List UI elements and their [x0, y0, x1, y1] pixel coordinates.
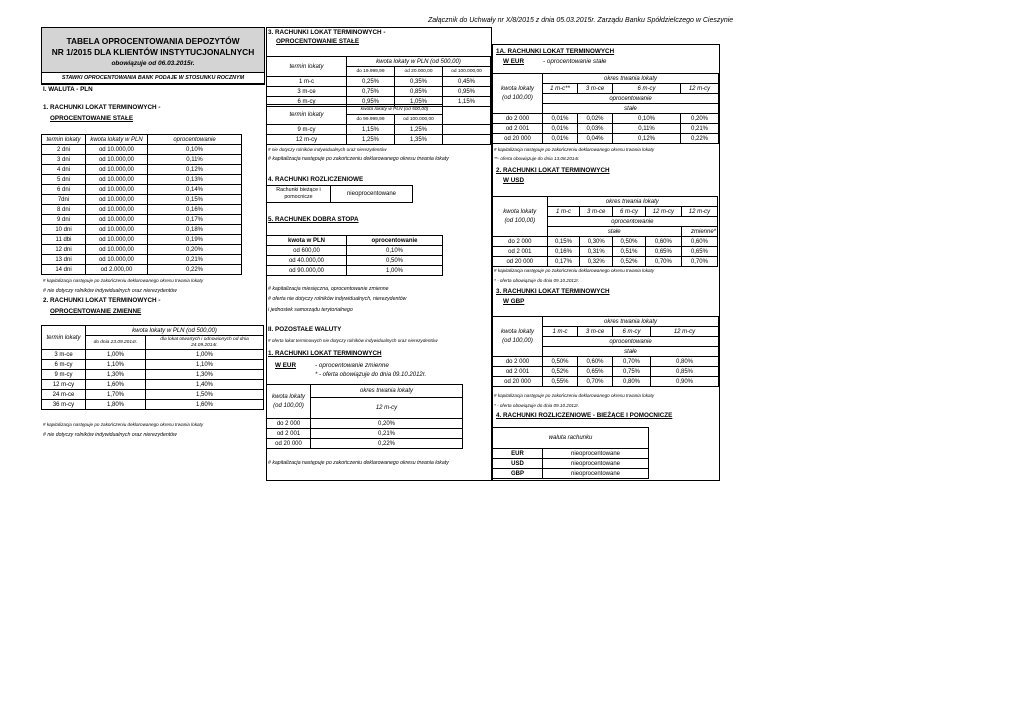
- header-cell: do 19.999,99: [347, 67, 395, 77]
- table-cell: nieoprocentowane: [543, 449, 649, 459]
- table-cell: 0,45%: [443, 77, 491, 87]
- pln-fixed-table: [41, 134, 242, 275]
- table-cell: od 2 001: [493, 367, 543, 377]
- header-cell: oprocentowanie: [543, 337, 719, 347]
- table-cell: 3 dni: [42, 155, 86, 165]
- mid-fixed-table-a: [266, 56, 491, 107]
- table-cell: 1,15%: [347, 125, 395, 135]
- header-cell: 3 m-ce: [580, 207, 613, 217]
- table-cell: od 10.000,00: [86, 165, 148, 175]
- header-cell: kwota lokaty w PLN (od 500,00): [347, 57, 491, 67]
- header-cell: okres trwania lokaty: [547, 197, 717, 207]
- table-cell: 0,11%: [148, 155, 242, 165]
- table-cell: 0,60%: [681, 237, 717, 247]
- table-cell: 0,50%: [613, 237, 646, 247]
- table-cell: od 20 000: [267, 439, 311, 449]
- table-cell: od 40.000,00: [267, 256, 347, 266]
- table-row: [42, 265, 242, 275]
- table-cell: od 10.000,00: [86, 225, 148, 235]
- table-cell: 0,52%: [543, 367, 578, 377]
- table-cell: 0,50%: [347, 256, 443, 266]
- table-row: [493, 367, 719, 377]
- table-cell: 1,10%: [86, 360, 146, 370]
- header-cell: termin lokaty: [267, 57, 347, 77]
- table-cell: do 2 000: [493, 114, 543, 124]
- table-row: [42, 165, 242, 175]
- title-line1: TABELA OPROCENTOWANIA DEPOZYTÓW: [66, 36, 240, 46]
- header-cell: 12 m-cy: [651, 327, 719, 337]
- table-cell: 0,70%: [578, 377, 613, 387]
- header-cell: oprocentowanie: [148, 135, 242, 145]
- header-cell: 12 m-cy: [645, 207, 681, 217]
- right-usd-note2: * - oferta obowiązuje do dnia 09.10.2012r.: [494, 278, 580, 283]
- kwota-label: kwota lokaty: [500, 85, 534, 92]
- table-cell: 0,15%: [148, 195, 242, 205]
- table-cell: 0,85%: [651, 367, 719, 377]
- table-cell: do 2 000: [493, 237, 548, 247]
- table-cell: 0,03%: [578, 124, 613, 134]
- table-cell: 0,17%: [547, 257, 580, 267]
- header-cell: oprocentowanie: [347, 236, 443, 246]
- right-s4-heading: 4. RACHUNKI ROZLICZENIOWE - BIEŻĄCE I POMOCNICZE: [496, 412, 673, 419]
- table-cell: 0,17%: [148, 215, 242, 225]
- header-cell: od 100.000,00: [443, 67, 491, 77]
- right-gbp-note1: # kapitalizacja następuje po zakończeniu deklarowanego okresu trwania lokaty: [494, 393, 655, 398]
- table-cell: 0,70%: [613, 357, 651, 367]
- header-cell: [493, 197, 548, 237]
- table-cell: 13 dni: [42, 255, 86, 265]
- table-cell: od 10.000,00: [86, 145, 148, 155]
- table-cell: 1,00%: [146, 350, 264, 360]
- header-cell: do 99.999,99: [347, 115, 395, 125]
- header-cell: stałe: [543, 347, 719, 357]
- table-cell: 0,22%: [311, 439, 463, 449]
- right-a-heading: 1A. RACHUNKI LOKAT TERMINOWYCH: [496, 48, 615, 55]
- table-row: [42, 215, 242, 225]
- table-cell: od 2 001: [493, 247, 548, 257]
- table-cell: od 10.000,00: [86, 215, 148, 225]
- header-cell: [493, 74, 543, 114]
- mid-ii-note: # oferta lokat terminowych nie dotyczy rolników indywidualnych oraz nierezydentów: [268, 338, 438, 343]
- table-cell: od 20 000: [493, 134, 543, 144]
- header-cell: od 20.000,00: [395, 67, 443, 77]
- header-cell: oprocentowanie: [543, 94, 719, 104]
- right-gbp-table: [492, 316, 719, 387]
- table-cell: 0,70%: [681, 257, 717, 267]
- table-cell: 0,60%: [578, 357, 613, 367]
- mid-s3-note1: # nie dotyczy rolników indywidualnych oraz nierezydentów: [268, 147, 387, 152]
- table-cell: 3 m-ce: [42, 350, 86, 360]
- table-cell: od 10.000,00: [86, 245, 148, 255]
- table-cell: 1,35%: [395, 135, 443, 145]
- table-row: [493, 469, 649, 479]
- pln-s2-note1: # kapitalizacja następuje po zakończeniu deklarowanego okresu trwania lokaty: [43, 422, 204, 427]
- table-cell: 4 dni: [42, 165, 86, 175]
- right-a-type: - oprocentowanie stałe: [543, 58, 607, 65]
- table-cell: 24 m-ce: [42, 390, 86, 400]
- table-row: [42, 245, 242, 255]
- table-row: [267, 439, 463, 449]
- table-cell: EUR: [493, 449, 543, 459]
- table-cell: 12 m-cy: [267, 135, 347, 145]
- table-cell: od 10.000,00: [86, 255, 148, 265]
- pln-s1-note2: # nie dotyczy rolników indywidualnych oraz nierezydentów: [43, 288, 177, 294]
- table-cell: 0,02%: [578, 114, 613, 124]
- table-row: [493, 114, 719, 124]
- mid-s5-heading: 5. RACHUNEK DOBRA STOPA: [268, 216, 359, 223]
- table-row: [42, 400, 264, 410]
- table-cell: 0,01%: [543, 134, 578, 144]
- kwota-label: kwota lokaty: [271, 393, 305, 400]
- table-cell: 0,11%: [613, 124, 681, 134]
- table-cell: 12 dni: [42, 245, 86, 255]
- table-cell: 6 m-cy: [267, 97, 347, 107]
- header-cell: 12 m-cy: [681, 207, 717, 217]
- kwota-label: kwota lokaty: [500, 328, 534, 335]
- table-cell: 0,10%: [347, 246, 443, 256]
- header-cell: stałe: [547, 227, 681, 237]
- header-cell: kwota lokaty w PLN (od 500,00): [86, 326, 264, 336]
- header-cell: dla lokat otwartych i odnowionych od dnia 24.09.2014r.: [146, 336, 264, 350]
- right-usd-table: [492, 196, 718, 267]
- mid-s3-line1: 3. RACHUNKI LOKAT TERMINOWYCH -: [268, 29, 386, 36]
- header-cell: 1 m-c: [547, 207, 580, 217]
- header-cell: termin lokaty: [267, 105, 347, 125]
- table-cell: GBP: [493, 469, 543, 479]
- table-cell: od 90.000,00: [267, 266, 347, 276]
- header-note: Załącznik do Uchwały nr X/8/2015 z dnia 05.03.2015r. Zarządu Banku Spółdzielczego w Cieszynie: [428, 17, 734, 24]
- header-cell: termin lokaty: [42, 326, 86, 350]
- header-cell: zmienne*: [681, 227, 717, 237]
- table-row: [42, 235, 242, 245]
- header-cell: okres trwania lokaty: [311, 385, 463, 398]
- table-row: [42, 195, 242, 205]
- mid-eur-label: W EUR: [275, 362, 296, 369]
- table-cell: 0,70%: [645, 257, 681, 267]
- table-cell: 0,60%: [645, 237, 681, 247]
- table-header-row: [42, 135, 242, 145]
- table-row: [267, 125, 491, 135]
- table-row: [493, 377, 719, 387]
- accounts-label: Rachunki bieżące i pomocnicze: [267, 186, 331, 203]
- table-cell: 0,35%: [395, 77, 443, 87]
- header-cell: od 100.000,00: [395, 115, 443, 125]
- header-cell: oprocentowanie: [547, 217, 717, 227]
- table-cell: do 2 000: [493, 357, 543, 367]
- right-a-label: W EUR: [503, 58, 524, 65]
- table-cell: 0,51%: [613, 247, 646, 257]
- table-cell: 0,21%: [311, 429, 463, 439]
- table-cell: 0,95%: [443, 87, 491, 97]
- table-cell: od 600,00: [267, 246, 347, 256]
- table-cell: 0,13%: [148, 175, 242, 185]
- table-cell: od 10.000,00: [86, 185, 148, 195]
- right-eur-fixed-table: [492, 73, 719, 144]
- table-row: [493, 124, 719, 134]
- mid-s3-line2: OPROCENTOWANIE STAŁE: [276, 38, 360, 45]
- pln-heading: I. WALUTA - PLN: [43, 86, 93, 93]
- table-cell: 0,18%: [148, 225, 242, 235]
- annual-note: STAWKI OPROCENTOWANIA BANK PODAJE W STOSUNKU ROCZNYM: [41, 72, 265, 84]
- mid-eur-type: - oprocentowanie zmienne: [315, 362, 389, 369]
- header-cell: [493, 317, 543, 357]
- header-cell: 12 m-cy: [681, 84, 719, 94]
- table-cell: 14 dni: [42, 265, 86, 275]
- table-cell: 0,31%: [580, 247, 613, 257]
- mid-s5-note2: # oferta nie dotyczy rolników indywidualnych, nierezydentów: [268, 296, 407, 302]
- table-row: [42, 390, 264, 400]
- table-cell: 0,15%: [547, 237, 580, 247]
- table-cell: do 2 000: [267, 419, 311, 429]
- table-cell: 0,16%: [148, 205, 242, 215]
- right-gbp-label: W GBP: [503, 298, 525, 305]
- table-cell: 0,16%: [547, 247, 580, 257]
- header-cell: 6 m-cy: [613, 327, 651, 337]
- header-cell: 1 m-c**: [543, 84, 578, 94]
- header-cell: 3 m-ce: [578, 327, 613, 337]
- table-row: [42, 225, 242, 235]
- table-cell: 1,05%: [395, 97, 443, 107]
- header-cell: 1 m-c: [543, 327, 578, 337]
- table-cell: od 10.000,00: [86, 235, 148, 245]
- header-cell: kwota w PLN: [267, 236, 347, 246]
- table-cell: 0,20%: [148, 245, 242, 255]
- pln-s1-line2: OPROCENTOWANIE STAŁE: [50, 115, 134, 122]
- mid-eur-table: [266, 384, 463, 449]
- table-row: [42, 350, 264, 360]
- od-label: (od 100,00): [273, 402, 304, 409]
- table-cell: 1,25%: [395, 125, 443, 135]
- table-cell: 0,65%: [681, 247, 717, 257]
- table-cell: 0,10%: [148, 145, 242, 155]
- table-cell: 1,25%: [347, 135, 395, 145]
- mid-s4-table: [266, 185, 413, 203]
- table-cell: 1 m-c: [267, 77, 347, 87]
- right-usd-label: W USD: [503, 177, 524, 184]
- od-label: (od 100,00): [502, 94, 533, 101]
- table-cell: 6 m-cy: [42, 360, 86, 370]
- table-cell: 2 dni: [42, 145, 86, 155]
- table-cell: USD: [493, 459, 543, 469]
- table-cell: 0,85%: [395, 87, 443, 97]
- header-cell: [267, 385, 311, 419]
- table-row: [42, 360, 264, 370]
- right-a-note1: # kapitalizacja następuje po zakończeniu deklarowanego okresu trwania lokaty: [494, 147, 655, 152]
- table-cell: 0,01%: [543, 114, 578, 124]
- table-cell: od 10.000,00: [86, 205, 148, 215]
- table-cell: 1,15%: [443, 97, 491, 107]
- kwota-label: kwota lokaty: [503, 208, 537, 215]
- mid-s3-note2: # kapitalizacja następuje po zakończeniu deklarowanego okresu trwania lokaty: [268, 156, 449, 162]
- table-cell: 1,60%: [146, 400, 264, 410]
- table-row: [493, 357, 719, 367]
- header-cell: do dnia 23.09.2014r.: [86, 336, 146, 350]
- header-cell: 3 m-ce: [578, 84, 613, 94]
- table-cell: 1,40%: [146, 380, 264, 390]
- mid-fixed-table-b: [266, 104, 491, 145]
- table-cell: 0,80%: [651, 357, 719, 367]
- title-line2: NR 1/2015 DLA KLIENTÓW INSTYTUCJONALNYCH: [51, 47, 255, 57]
- table-row: [267, 246, 443, 256]
- table-cell: od 20 000: [493, 257, 548, 267]
- table-cell: 1,50%: [146, 390, 264, 400]
- table-cell: 0,95%: [347, 97, 395, 107]
- table-cell: 9 m-cy: [42, 370, 86, 380]
- table-cell: od 2.000,00: [86, 265, 148, 275]
- table-cell: 9 m-cy: [267, 125, 347, 135]
- table-row: [42, 370, 264, 380]
- right-s4-table: [492, 427, 649, 479]
- table-cell: 0,75%: [613, 367, 651, 377]
- table-cell: 0,21%: [148, 255, 242, 265]
- header-cell: waluta rachunku: [493, 428, 649, 449]
- table-cell: 0,52%: [613, 257, 646, 267]
- table-cell: nieoprocentowane: [543, 469, 649, 479]
- header-cell: 6 m-cy: [613, 84, 681, 94]
- header-cell: kwota lokaty w PLN (od 500,00): [347, 105, 443, 115]
- table-cell: 0,21%: [681, 124, 719, 134]
- table-row: [42, 205, 242, 215]
- right-a-note2: **- oferta obowiązuje do dnia 13.08.2014r.: [494, 156, 580, 161]
- table-cell: 0,12%: [613, 134, 681, 144]
- pln-variable-table: [41, 325, 264, 410]
- table-cell: 0,90%: [651, 377, 719, 387]
- table-cell: 0,65%: [578, 367, 613, 377]
- table-cell: 0,80%: [613, 377, 651, 387]
- table-cell: 0,50%: [543, 357, 578, 367]
- table-cell: 0,20%: [681, 114, 719, 124]
- pln-s1-note1: # kapitalizacja następuje po zakończeniu deklarowanego okresu trwania lokaty: [43, 278, 204, 283]
- table-cell: 0,14%: [148, 185, 242, 195]
- table-cell: 11 dbi: [42, 235, 86, 245]
- table-cell: 9 dni: [42, 215, 86, 225]
- table-cell: od 10.000,00: [86, 195, 148, 205]
- table-cell: od 2 001: [267, 429, 311, 439]
- header-cell: okres trwania lokaty: [543, 74, 719, 84]
- table-cell: 5 dni: [42, 175, 86, 185]
- pln-s2-note2: # nie dotyczy rolników indywidualnych oraz nierezydentów: [43, 432, 177, 438]
- table-cell: nieoprocentowane: [543, 459, 649, 469]
- table-cell: 0,12%: [148, 165, 242, 175]
- right-usd-heading: 2. RACHUNKI LOKAT TERMINOWYCH: [496, 167, 610, 174]
- accounts-value: nieoprocentowane: [331, 186, 413, 203]
- header-cell: 6 m-cy: [613, 207, 646, 217]
- table-row: [267, 266, 443, 276]
- table-cell: od 20 000: [493, 377, 543, 387]
- table-cell: 0,75%: [347, 87, 395, 97]
- pln-s1-line1: 1. RACHUNKI LOKAT TERMINOWYCH -: [43, 104, 161, 111]
- table-row: [493, 134, 719, 144]
- od-label: (od 100,00): [502, 337, 533, 344]
- table-row: [493, 257, 718, 267]
- table-row: [267, 429, 463, 439]
- pln-s2-line1: 2. RACHUNKI LOKAT TERMINOWYCH -: [43, 297, 161, 304]
- table-cell: 0,01%: [543, 124, 578, 134]
- table-row: [267, 419, 463, 429]
- table-row: [493, 459, 649, 469]
- table-cell: 10 dni: [42, 225, 86, 235]
- table-cell: 8 dni: [42, 205, 86, 215]
- table-row: [42, 175, 242, 185]
- table-cell: 36 m-cy: [42, 400, 86, 410]
- right-gbp-note2: * - oferta obowiązuje do dnia 09.10.2012r.: [494, 403, 580, 408]
- pln-s2-line2: OPROCENTOWANIE ZMIENNE: [50, 308, 142, 315]
- table-cell: 1,80%: [86, 400, 146, 410]
- right-usd-note1: # kapitalizacja następuje po zakończeniu deklarowanego okresu trwania lokaty: [494, 268, 655, 273]
- table-cell: 1,10%: [146, 360, 264, 370]
- table-row: [42, 185, 242, 195]
- table-row: [42, 255, 242, 265]
- table-cell: 3 m-ce: [267, 87, 347, 97]
- table-cell: 0,55%: [543, 377, 578, 387]
- table-cell: 0,04%: [578, 134, 613, 144]
- table-row: [267, 135, 491, 145]
- mid-s5-note1: # kapitalizacja miesięczna, oprocentowanie zmienne: [268, 286, 389, 292]
- mid-eur-heading: 1. RACHUNKI LOKAT TERMINOWYCH: [268, 350, 382, 357]
- table-cell: [443, 125, 491, 135]
- right-gbp-heading: 3. RACHUNKI LOKAT TERMINOWYCH: [496, 288, 610, 295]
- table-row: [42, 155, 242, 165]
- table-cell: od 2 001: [493, 124, 543, 134]
- mid-s4-heading: 4. RACHUNKI ROZLICZENIOWE: [268, 176, 364, 183]
- table-row: [42, 380, 264, 390]
- od-label: (od 100,00): [504, 217, 536, 224]
- table-cell: 7dni: [42, 195, 86, 205]
- table-cell: 0,10%: [613, 114, 681, 124]
- table-row: [267, 256, 443, 266]
- title-line3: obowiązuje od 06.03.2015r.: [111, 60, 195, 67]
- table-cell: [443, 135, 491, 145]
- header-cell: kwota lokaty w PLN: [86, 135, 148, 145]
- table-cell: 0,19%: [148, 235, 242, 245]
- mid-eur-note: # kapitalizacja następuje po zakończeniu deklarowanego okresu trwania lokaty: [268, 460, 449, 466]
- mid-s5-table: [266, 235, 443, 276]
- table-cell: 0,22%: [681, 134, 719, 144]
- table-row: [493, 449, 649, 459]
- table-row: [493, 237, 718, 247]
- table-row: [493, 247, 718, 257]
- table-row: [267, 87, 491, 97]
- table-row: [267, 77, 491, 87]
- table-cell: 1,00%: [347, 266, 443, 276]
- table-cell: 0,22%: [148, 265, 242, 275]
- table-cell: 0,30%: [580, 237, 613, 247]
- header-cell: 12 m-cy: [311, 398, 463, 419]
- mid-eur-offer: * - oferta obowiązuje do dnia 09.10.2012r.: [315, 372, 427, 378]
- table-cell: 1,70%: [86, 390, 146, 400]
- table-cell: 0,20%: [311, 419, 463, 429]
- table-row: [42, 145, 242, 155]
- table-cell: 0,32%: [580, 257, 613, 267]
- header-cell: okres trwania lokaty: [543, 317, 719, 327]
- table-cell: 0,65%: [645, 247, 681, 257]
- table-cell: 1,30%: [146, 370, 264, 380]
- table-cell: 1,60%: [86, 380, 146, 390]
- header-cell: stałe: [543, 104, 719, 114]
- table-cell: 1,30%: [86, 370, 146, 380]
- table-cell: od 10.000,00: [86, 175, 148, 185]
- mid-ii-heading: II. POZOSTAŁE WALUTY: [268, 326, 342, 333]
- table-cell: 12 m-cy: [42, 380, 86, 390]
- mid-s5-note3: i jednostek samorządu terytorialnego: [268, 307, 353, 313]
- table-cell: 1,00%: [86, 350, 146, 360]
- table-cell: od 10.000,00: [86, 155, 148, 165]
- table-cell: 6 dni: [42, 185, 86, 195]
- header-cell: termin lokaty: [42, 135, 86, 145]
- table-cell: 0,25%: [347, 77, 395, 87]
